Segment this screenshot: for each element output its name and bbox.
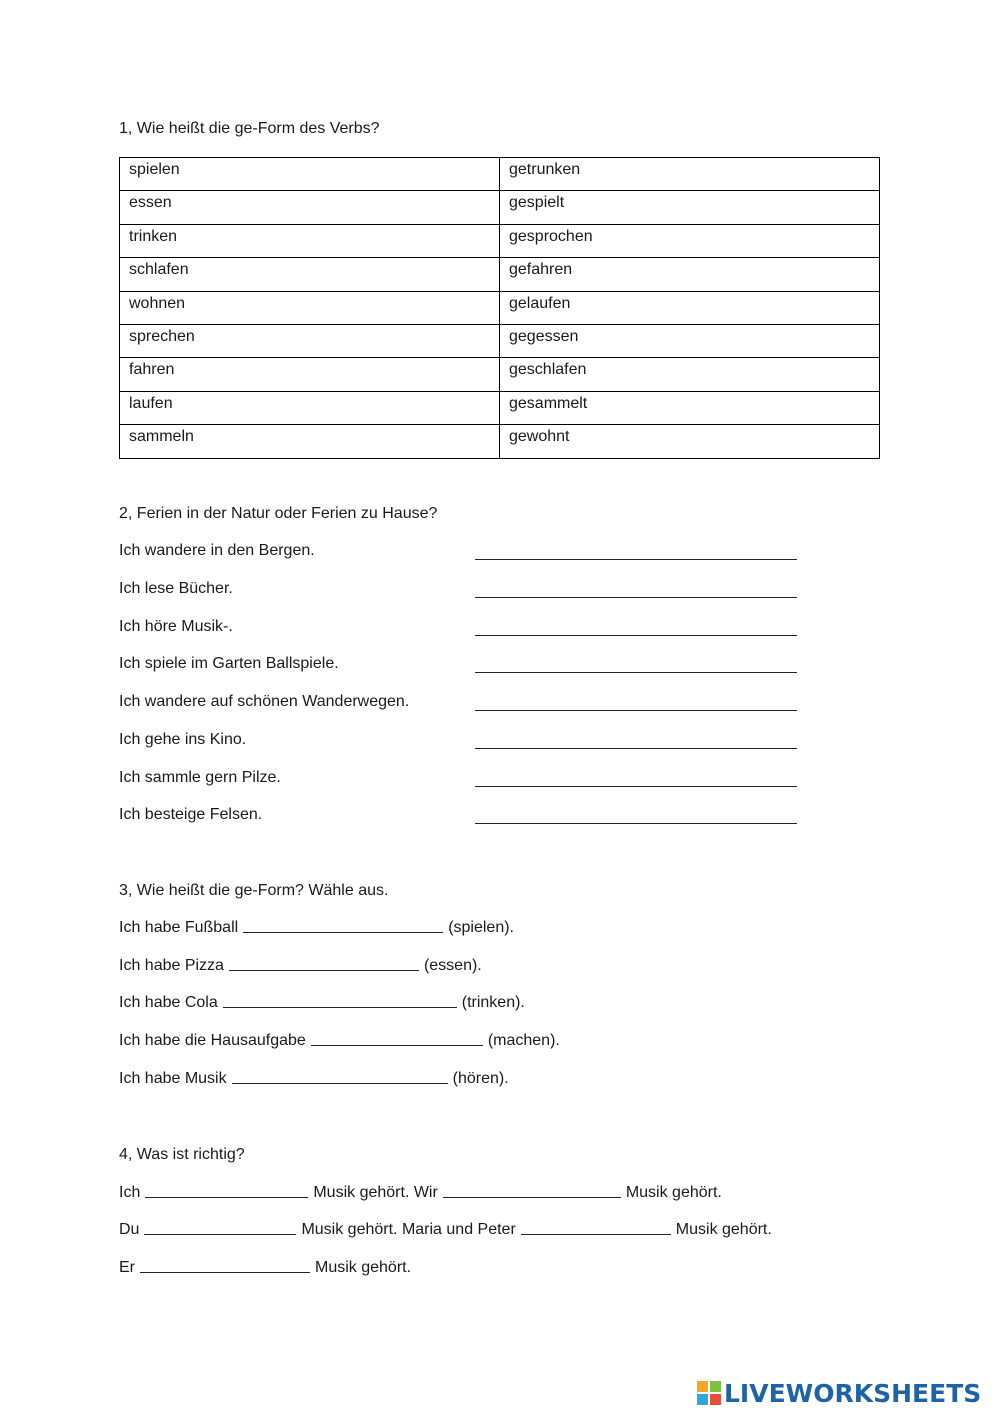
s4-blank-5[interactable]	[140, 1271, 310, 1273]
verb-infinitive-cell[interactable]: schlafen	[120, 258, 500, 291]
s2-item-text: Ich wandere in den Bergen.	[119, 542, 315, 559]
s4-blank-3[interactable]	[144, 1233, 296, 1235]
s4-line-1	[119, 1184, 722, 1202]
s2-answer-blank[interactable]	[475, 635, 797, 636]
s3-blank-2[interactable]	[229, 969, 419, 971]
s2-answer-blank[interactable]	[475, 559, 797, 560]
s3-sentence-2-start: Ich habe Pizza	[119, 957, 224, 974]
s2-item-text: Ich wandere auf schönen Wanderwegen.	[119, 693, 410, 710]
s3-sentence-4	[119, 1032, 560, 1050]
s2-answer-blank[interactable]	[475, 786, 797, 787]
section2-heading: 2, Ferien in der Natur oder Ferien zu Hause?	[119, 505, 438, 522]
s3-sentence-5-verb: (hören).	[452, 1070, 509, 1087]
s4-line-2-end: Musik gehört.	[675, 1221, 772, 1238]
s4-line-1-end: Musik gehört.	[625, 1184, 722, 1201]
verb-participle-cell[interactable]: gesammelt	[500, 391, 880, 424]
s2-item	[119, 693, 799, 717]
verb-participle-cell[interactable]: geschlafen	[500, 358, 880, 391]
s4-line-2-pronoun: Du	[119, 1221, 140, 1238]
s2-answer-blank[interactable]	[475, 672, 797, 673]
s3-sentence-1-verb: (spielen).	[448, 919, 514, 936]
s2-item	[119, 618, 799, 642]
s2-item-text: Ich lese Bücher.	[119, 580, 233, 597]
s2-item-text: Ich sammle gern Pilze.	[119, 769, 281, 786]
s3-blank-5[interactable]	[232, 1082, 448, 1084]
s2-answer-blank[interactable]	[475, 748, 797, 749]
verb-infinitive-cell[interactable]: laufen	[120, 391, 500, 424]
verb-participle-cell[interactable]: gesprochen	[500, 224, 880, 257]
s3-sentence-4-start: Ich habe die Hausaufgabe	[119, 1032, 306, 1049]
s2-item	[119, 769, 799, 793]
verb-participle-cell[interactable]: gegessen	[500, 324, 880, 357]
verb-infinitive-cell[interactable]: spielen	[120, 158, 500, 191]
s3-sentence-5	[119, 1070, 509, 1088]
s3-blank-4[interactable]	[311, 1044, 483, 1046]
verb-matching-table	[119, 157, 880, 459]
s2-item	[119, 542, 799, 566]
s2-item-text: Ich besteige Felsen.	[119, 806, 263, 823]
verb-infinitive-cell[interactable]: trinken	[120, 224, 500, 257]
verb-participle-cell[interactable]: gewohnt	[500, 425, 880, 458]
s2-item	[119, 806, 799, 830]
verb-table-row	[120, 258, 880, 291]
verb-infinitive-cell[interactable]: wohnen	[120, 291, 500, 324]
verb-table-row	[120, 358, 880, 391]
liveworksheets-brand	[697, 1378, 981, 1408]
s3-sentence-5-start: Ich habe Musik	[119, 1070, 227, 1087]
s4-line-3-pronoun: Er	[119, 1259, 135, 1276]
s4-line-2-middle: Musik gehört. Maria und Peter	[301, 1221, 516, 1238]
s2-answer-blank[interactable]	[475, 710, 797, 711]
s3-sentence-2	[119, 957, 482, 975]
s3-sentence-2-verb: (essen).	[423, 957, 482, 974]
s3-sentence-3	[119, 994, 525, 1012]
s3-blank-3[interactable]	[223, 1006, 457, 1008]
verb-table-row	[120, 291, 880, 324]
s4-line-3-end: Musik gehört.	[315, 1259, 412, 1276]
s4-blank-1[interactable]	[145, 1196, 308, 1198]
s2-item	[119, 580, 799, 604]
section3-heading: 3, Wie heißt die ge-Form? Wähle aus.	[119, 882, 389, 899]
verb-table-row	[120, 158, 880, 191]
s3-sentence-1-start: Ich habe Fußball	[119, 919, 239, 936]
s4-blank-4[interactable]	[521, 1233, 671, 1235]
verb-table-row	[120, 224, 880, 257]
s2-item-text: Ich gehe ins Kino.	[119, 731, 247, 748]
section1-heading: 1, Wie heißt die ge-Form des Verbs?	[119, 120, 380, 137]
brand-wordmark: LIVEWORKSHEETS	[724, 1378, 982, 1408]
verb-table-row	[120, 191, 880, 224]
verb-participle-cell[interactable]: gefahren	[500, 258, 880, 291]
verb-table-row	[120, 425, 880, 458]
verb-infinitive-cell[interactable]: essen	[120, 191, 500, 224]
s2-item-text: Ich spiele im Garten Ballspiele.	[119, 655, 339, 672]
s4-line-3	[119, 1259, 411, 1277]
s3-blank-1[interactable]	[243, 931, 443, 933]
s2-answer-blank[interactable]	[475, 597, 797, 598]
s4-line-1-middle: Musik gehört. Wir	[313, 1184, 438, 1201]
section4-heading: 4, Was ist richtig?	[119, 1146, 245, 1163]
liveworksheets-logo-icon	[697, 1381, 721, 1405]
verb-table-row	[120, 324, 880, 357]
verb-infinitive-cell[interactable]: sprechen	[120, 324, 500, 357]
verb-participle-cell[interactable]: getrunken	[500, 158, 880, 191]
s3-sentence-4-verb: (machen).	[487, 1032, 560, 1049]
s2-answer-blank[interactable]	[475, 823, 797, 824]
s2-item-text: Ich höre Musik-.	[119, 618, 233, 635]
verb-participle-cell[interactable]: gelaufen	[500, 291, 880, 324]
verb-table-row	[120, 391, 880, 424]
s3-sentence-3-verb: (trinken).	[461, 994, 525, 1011]
verb-infinitive-cell[interactable]: fahren	[120, 358, 500, 391]
s4-line-2	[119, 1221, 772, 1239]
s2-item	[119, 655, 799, 679]
s4-blank-2[interactable]	[443, 1196, 621, 1198]
s4-line-1-pronoun: Ich	[119, 1184, 141, 1201]
verb-infinitive-cell[interactable]: sammeln	[120, 425, 500, 458]
verb-participle-cell[interactable]: gespielt	[500, 191, 880, 224]
s2-item	[119, 731, 799, 755]
s3-sentence-1	[119, 919, 514, 937]
s3-sentence-3-start: Ich habe Cola	[119, 994, 218, 1011]
